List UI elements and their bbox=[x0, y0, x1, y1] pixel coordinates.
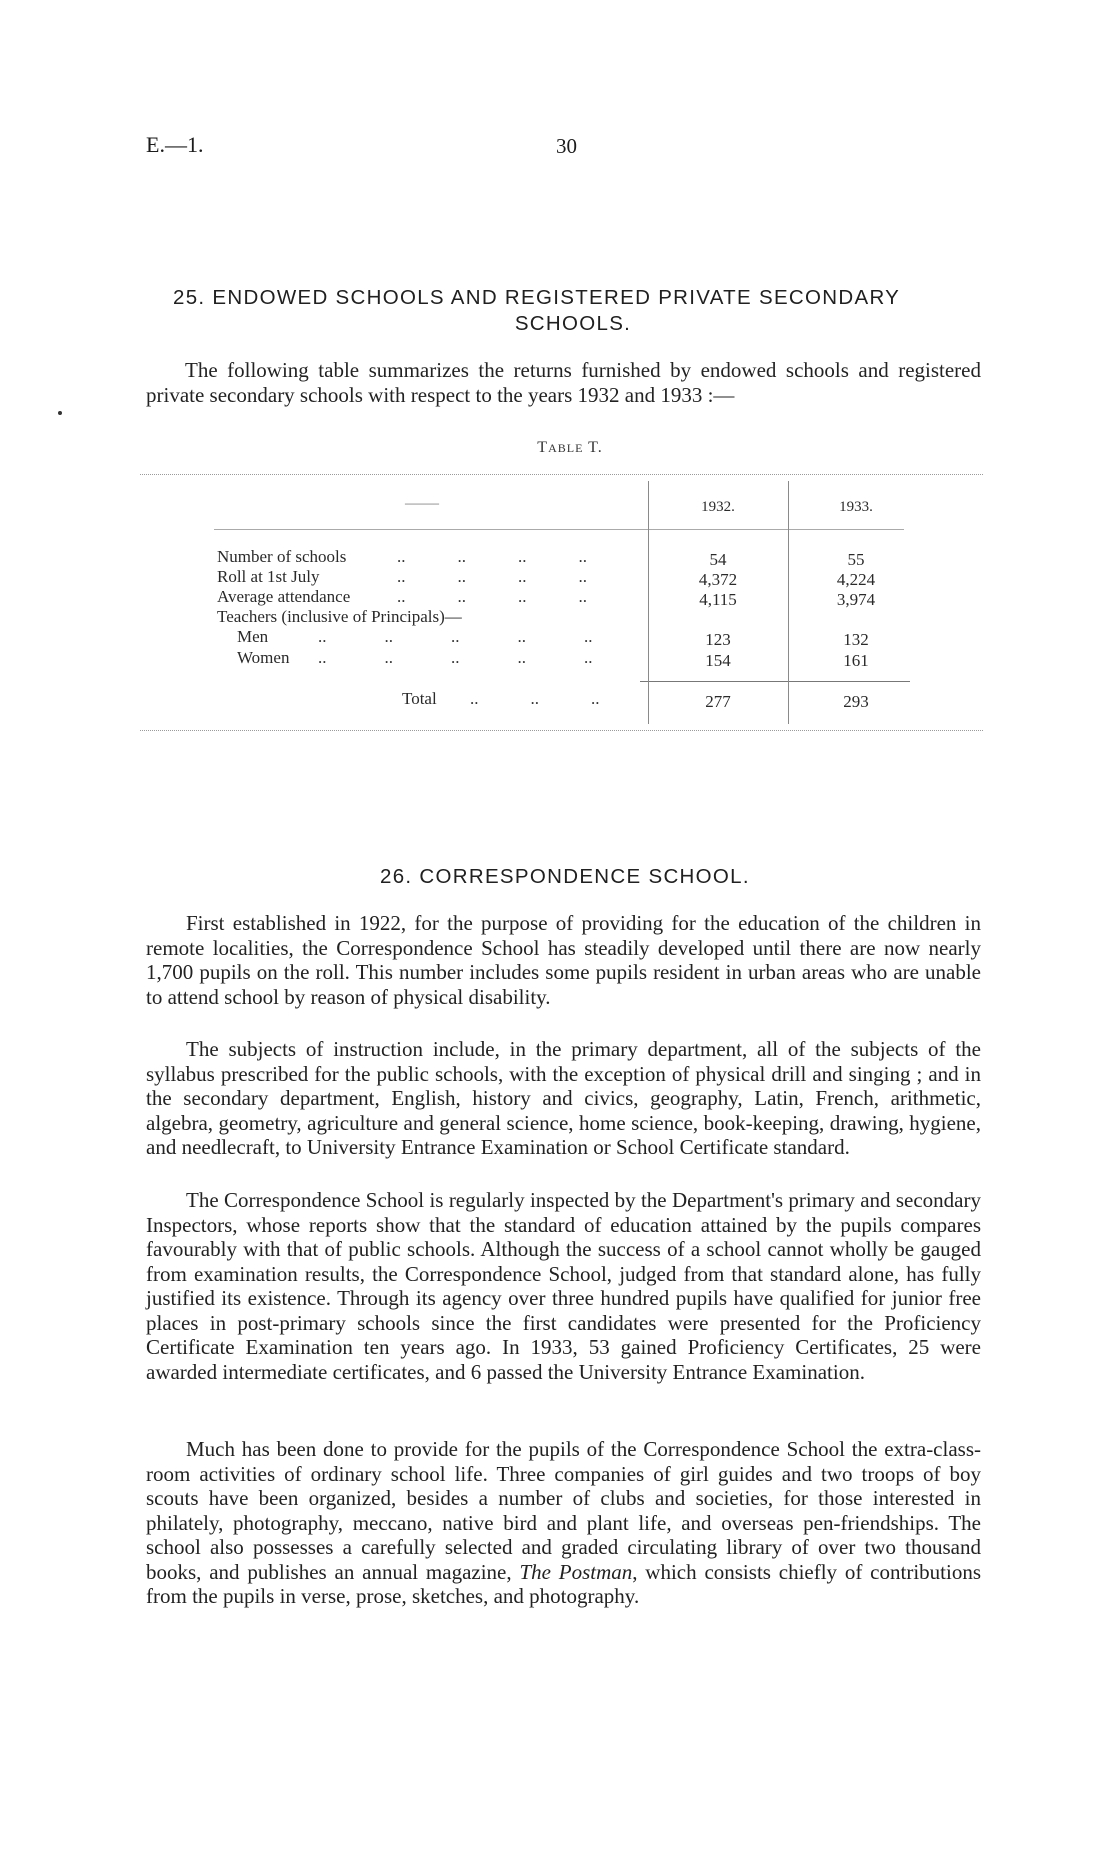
row-label: Teachers (inclusive of Principals)— bbox=[217, 607, 462, 626]
cell-1933: 4,224 bbox=[836, 570, 876, 589]
row-label: Roll at 1st July bbox=[217, 567, 320, 586]
magazine-title: The Postman bbox=[519, 1559, 633, 1584]
leader-dots: .. .. .. .. bbox=[397, 567, 587, 586]
col-header-1933: 1933. bbox=[839, 499, 873, 515]
page-number: 30 bbox=[556, 134, 577, 158]
section-26-heading: 26. CORRESPONDENCE SCHOOL. bbox=[380, 865, 750, 888]
table-caption bbox=[380, 439, 760, 457]
section-25-intro: The following table summarizes the returns furnished by endowed schools and registered private secondary schools with respect to the years 1932 and 1933 :— bbox=[146, 358, 981, 407]
section-25-heading: 25. ENDOWED SCHOOLS AND REGISTERED PRIVATE SECONDARY bbox=[173, 286, 901, 309]
cell-1932: 123 bbox=[705, 630, 731, 649]
cell-1932: 4,372 bbox=[698, 570, 738, 589]
row-label: Average attendance bbox=[217, 587, 351, 606]
cell-1933: 55 bbox=[847, 550, 865, 569]
table-header-rule bbox=[214, 529, 904, 530]
total-1933: 293 bbox=[843, 692, 869, 711]
leader-dots: .. .. .. bbox=[470, 689, 600, 708]
table-top-rule bbox=[140, 474, 983, 475]
col-header-1932: 1932. bbox=[701, 499, 735, 515]
total-1932: 277 bbox=[705, 692, 731, 711]
leader-dots: .. .. .. .. .. bbox=[318, 627, 593, 646]
page-reference: E.—1. bbox=[146, 132, 204, 157]
cell-1933: 132 bbox=[843, 630, 869, 649]
leader-dots: .. .. .. .. .. bbox=[318, 648, 593, 667]
cell-1932: 154 bbox=[705, 651, 731, 670]
row-label: Women bbox=[237, 648, 290, 667]
table-bottom-rule bbox=[140, 730, 983, 731]
section-26-paragraph-1: First established in 1922, for the purpose of providing for the education of the children in remote localities, the Correspondence School has steadily developed until there are now nearly 1,700 pupils on the roll. This number includes some pupils resident in urban areas who are unable to attend school by reason of physical disability. bbox=[146, 911, 981, 1009]
row-label: Number of schools bbox=[217, 547, 347, 566]
total-label: Total bbox=[402, 689, 437, 708]
caption-cap: T bbox=[537, 439, 549, 456]
cell-1933: 161 bbox=[843, 651, 869, 670]
caption-small: ABLE bbox=[548, 441, 584, 455]
section-25-heading-cont: SCHOOLS. bbox=[514, 312, 632, 335]
row-label: Men bbox=[237, 627, 269, 646]
leader-dots: .. .. .. .. bbox=[397, 587, 587, 606]
cell-1932: 4,115 bbox=[699, 590, 737, 609]
cell-1933: 3,974 bbox=[836, 590, 876, 609]
caption-letter: T. bbox=[588, 439, 603, 456]
section-26-paragraph-2: The subjects of instruction include, in the primary department, all of the subjects of the syllabus prescribed for the public schools, with the exception of physical drill and singing ; and in the secondary department, English, history and civics, geography, Latin, French, arithmetic, algebra, geometry, agriculture and general science, home science, book-keeping, drawing, hygiene, and needlecraft, to University Entrance Examination or School Certificate standard. bbox=[146, 1037, 981, 1159]
table-total-rule bbox=[640, 681, 910, 682]
margin-mark bbox=[58, 411, 62, 415]
table-header-dash: —— bbox=[405, 493, 439, 512]
leader-dots: .. .. .. .. bbox=[397, 547, 587, 566]
table-col-divider-2 bbox=[788, 481, 789, 724]
section-26-paragraph-4: Much has been done to provide for the pupils of the Correspondence School the extra-class-room activities of ordinary school life. Three companies of girl guides and two troops of boy scouts have been organized, besides a number of clubs and societies, for those interested in philately, photography, meccano, native bird and plant life, and overseas pen-friendships. The school also possesses a carefully selected and graded circulating library of over two thousand books, and publishes an annual magazine, The Postman, which consists chiefly of contributions from the pupils in verse, prose, sketches, and photography. bbox=[146, 1437, 981, 1608]
table-col-divider-1 bbox=[648, 481, 649, 724]
cell-1932: 54 bbox=[709, 550, 727, 569]
section-26-paragraph-3: The Correspondence School is regularly inspected by the Department's primary and secondary Inspectors, whose reports show that the standard of education attained by the pupils compares favourably with that of public schools. Although the success of a school cannot wholly be gauged from examination results, the Correspondence School, judged from that standard alone, has fully justified its existence. Through its agency over three hundred pupils have qualified for junior free places in post-primary schools since the first candidates were presented for the Proficiency Certificate Examination ten years ago. In 1933, 53 gained Proficiency Certificates, 25 were awarded intermediate certificates, and 6 passed the University Entrance Examination. bbox=[146, 1188, 981, 1384]
